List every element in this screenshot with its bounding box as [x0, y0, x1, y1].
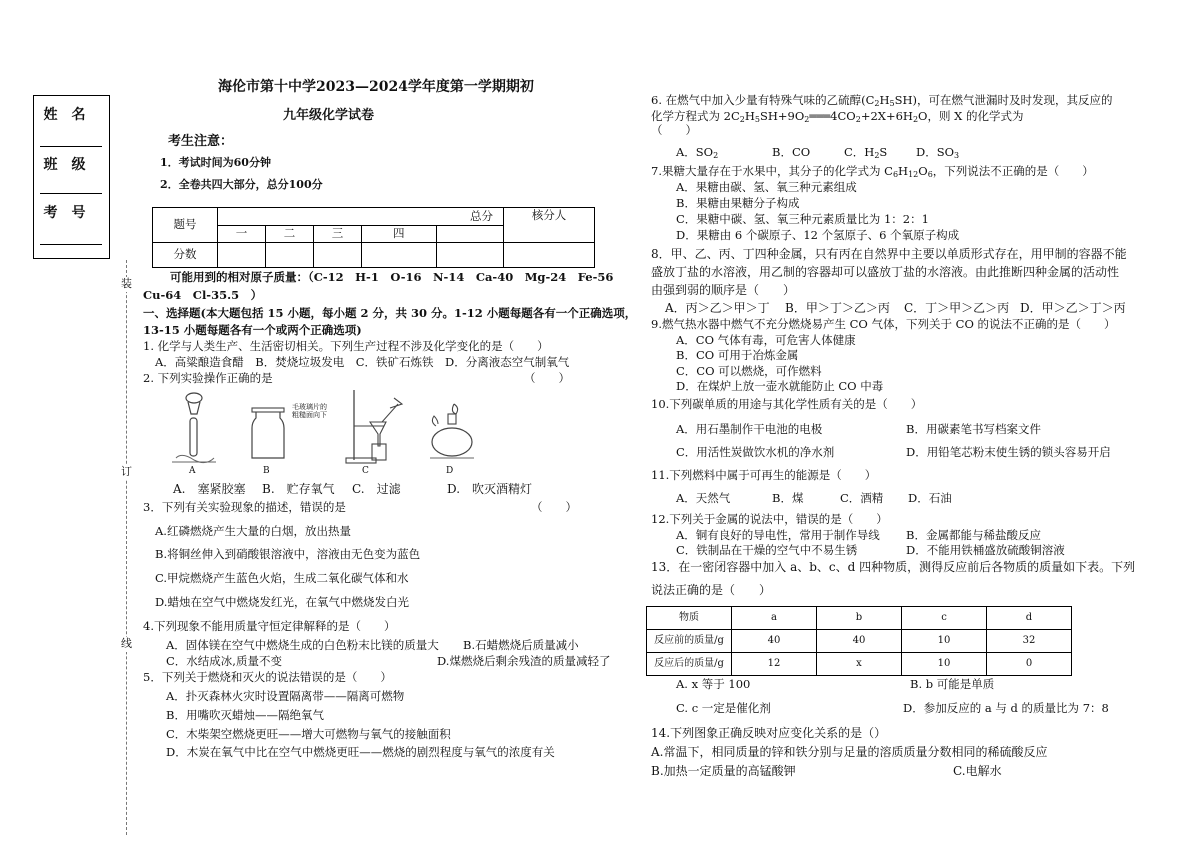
score-table-col-3: 三	[314, 226, 362, 243]
q13-mass-table	[646, 606, 1072, 676]
score-cell-4[interactable]	[362, 242, 437, 267]
q7-option-d: D．果糖由 6 个碳原子、12 个氢原子、6 个氧原子构成	[676, 228, 960, 242]
q6-option-d: D．$SO_3$	[916, 145, 960, 160]
q12-option-c: C．铁制品在干燥的空气中不易生锈	[676, 543, 858, 557]
q4-option-c: C．水结成冰,质量不变	[166, 654, 282, 668]
q5-option-a: A．扑灭森林火灾时设置隔离带——隔离可燃物	[166, 689, 405, 703]
q13-table-after-a: 12	[732, 653, 817, 676]
q2-figure-a-stopper	[168, 388, 218, 466]
q8-line-3: 由强到弱的顺序是（ ）	[651, 283, 796, 297]
atomic-mass-line-1: 可能用到的相对原子质量：（C-12 H-1 O-16 N-14 Ca-40 Mg-24 Fe-56	[170, 270, 614, 284]
q6-line-2: 化学方程式为 $2C_2H_5SH+9O_2═══4CO_2+2X+6H_2O$，则 X 的化学式为	[651, 109, 1024, 124]
q6-bracket: （ ）	[651, 123, 697, 137]
q2-figure-label-d: D	[446, 466, 454, 476]
score-table	[152, 207, 595, 268]
q5-stem: 5．下列关于燃烧和灭火的说法错误的是（ ）	[143, 670, 392, 684]
score-cell-3[interactable]	[314, 242, 362, 267]
q4-option-b: B.石蜡燃烧后质量减小	[463, 638, 579, 652]
q13-table-header-a: a	[732, 607, 817, 630]
q13-table-after-b: x	[817, 653, 902, 676]
q8-line-1: 8．甲、乙、丙、丁四种金属，只有丙在自然界中主要以单质形式存在，用甲制的容器不能	[651, 247, 1127, 261]
q7-option-c: C．果糖中碳、氢、氧三种元素质量比为 1：2：1	[676, 212, 929, 226]
q13-table-before-c: 10	[902, 630, 987, 653]
q4-stem: 4.下列现象不能用质量守恒定律解释的是（ ）	[143, 619, 396, 633]
q12-option-b: B．金属都能与稀盐酸反应	[906, 528, 1041, 542]
q10-option-a: A．用石墨制作干电池的电极	[676, 422, 823, 436]
q11-stem: 11.下列燃料中属于可再生的能源是（ ）	[651, 468, 877, 482]
q5-option-c: C．木柴架空燃烧更旺——增大可燃物与氧气的接触面积	[166, 727, 451, 741]
q2-option-b: B. 贮存氧气	[262, 482, 335, 496]
section-1-heading-line-2: 13-15 小题每题各有一个或两个正确选项)	[143, 323, 362, 337]
q4-option-a: A．固体镁在空气中燃烧生成的白色粉末比镁的质量大	[166, 638, 439, 652]
q8-option-b: B．甲＞丁＞乙＞丙	[785, 301, 890, 315]
class-blank[interactable]	[40, 193, 102, 194]
q3-option-a: A.红磷燃烧产生大量的白烟，放出热量	[155, 524, 351, 538]
q13-table-before-d: 32	[987, 630, 1072, 653]
exam-subtitle: 九年级化学试卷	[283, 108, 375, 123]
q3-bracket: （ ）	[531, 500, 577, 514]
q13-table-before-b: 40	[817, 630, 902, 653]
q11-option-b: B．煤	[772, 491, 804, 505]
q10-option-c: C．用活性炭做饮水机的净水剂	[676, 445, 835, 459]
binding-line	[126, 260, 127, 835]
q3-option-b: B.将铜丝伸入到硝酸银溶液中，溶液由无色变为蓝色	[155, 547, 421, 561]
notice-item-1: 1．考试时间为60分钟	[160, 156, 271, 169]
q12-stem: 12.下列关于金属的说法中，错误的是（ ）	[651, 512, 888, 526]
q2-figure-label-b: B	[263, 466, 270, 476]
exam-number-label: 考号	[43, 205, 100, 221]
q2-figure-label-a: A	[189, 466, 196, 476]
q1-stem: 1. 化学与人类生产、生活密切相关。下列生产过程不涉及化学变化的是（ ）	[143, 339, 549, 353]
q13-table-header-d: d	[987, 607, 1072, 630]
q13-line-2: 说法正确的是（ ）	[651, 583, 772, 597]
q2-figure-b-note	[292, 404, 327, 419]
q11-option-c: C．酒精	[840, 491, 884, 505]
q13-table-header-b: b	[817, 607, 902, 630]
q9-option-c: C．CO 可以燃烧，可作燃料	[676, 364, 822, 378]
q2-stem: 2. 下列实验操作正确的是	[143, 371, 273, 385]
atomic-mass-line-2: Cu-64 Cl-35.5 ）	[143, 288, 263, 302]
q2-option-c: C. 过滤	[352, 482, 401, 496]
q8-line-2: 盛放丁盐的水溶液，用乙制的容器却可以盛放丁盐的水溶液。由此推断四种金属的活动性	[651, 265, 1120, 279]
q7-stem: 7.果糖大量存在于水果中，其分子的化学式为 $C_6H_{12}O_6$，下列说法不正确的是（ ）	[651, 164, 1094, 179]
score-cell-2[interactable]	[266, 242, 314, 267]
exam-title: 海伦市第十中学2023—2024学年度第一学期期初	[218, 79, 534, 95]
q13-option-d: D．参加反应的 a 与 d 的质量比为 7：8	[903, 701, 1109, 715]
q14-stem: 14.下列图象正确反映对应变化关系的是（）	[651, 726, 887, 740]
q14-option-c: C.电解水	[953, 764, 1002, 778]
q12-option-d: D．不能用铁桶盛放硫酸铜溶液	[906, 543, 1065, 557]
q3-option-d: D.蜡烛在空气中燃烧发红光，在氧气中燃烧发白光	[155, 595, 409, 609]
q2-figure-b-note-line-1: 毛玻璃片的	[292, 403, 327, 411]
class-label: 班级	[43, 157, 100, 173]
notice-item-2: 2．全卷共四大部分，总分100分	[160, 178, 323, 191]
q2-figure-b-gas-jar	[248, 404, 288, 460]
q2-figure-b-note-line-2: 粗糙面向下	[292, 410, 327, 419]
binding-char-1: 装	[121, 277, 132, 290]
q11-option-d: D．石油	[908, 491, 952, 505]
q11-option-a: A．天然气	[676, 491, 731, 505]
exam-number-blank[interactable]	[40, 244, 102, 245]
q13-table-before-a: 40	[732, 630, 817, 653]
q9-option-b: B．CO 可用于冶炼金属	[676, 348, 799, 362]
score-table-label: 题号	[153, 208, 218, 243]
score-table-total-label: 总分	[218, 208, 504, 226]
q13-table-after-d: 0	[987, 653, 1072, 676]
name-label: 姓名	[43, 107, 100, 123]
q6-line-1: 6. 在燃气中加入少量有特殊气味的乙硫醇$(C_2H_5SH)$，可在燃气泄漏时及时发现，其反应的	[651, 93, 1113, 108]
score-table-checker-label: 核分人	[504, 208, 595, 243]
q2-bracket: （ ）	[524, 371, 570, 385]
q3-option-c: C.甲烷燃烧产生蓝色火焰，生成二氧化碳气体和水	[155, 571, 409, 585]
q10-option-d: D．用铅笔芯粉末使生锈的锁头容易开启	[906, 445, 1111, 459]
q2-option-a: A. 塞紧胶塞	[173, 482, 246, 496]
score-table-col-1: 一	[218, 226, 266, 243]
q8-option-d: D．甲＞乙＞丁＞丙	[1020, 301, 1126, 315]
section-1-heading-line-1: 一、选择题(本大题包括 15 小题，每小题 2 分，共 30 分。1-12 小题每题各有一个正确选项，	[143, 306, 637, 320]
name-blank[interactable]	[40, 146, 102, 147]
student-info-box	[33, 95, 110, 259]
q4-option-d: D.煤燃烧后剩余残渣的质量减轻了	[437, 654, 611, 668]
score-cell-checker[interactable]	[504, 242, 595, 267]
q13-option-a: A. x 等于 100	[676, 677, 751, 691]
q6-option-b: B．CO	[772, 145, 811, 159]
q9-stem: 9.燃气热水器中燃气不充分燃烧易产生 CO 气体，下列关于 CO 的说法不正确的是（ ）	[651, 317, 1116, 331]
q14-option-b: B.加热一定质量的高锰酸钾	[651, 764, 796, 778]
q1-options: A．高粱酿造食醋 B．焚烧垃圾发电 C．铁矿石炼铁 D．分离液态空气制氧气	[155, 355, 570, 369]
q5-option-d: D．木炭在氧气中比在空气中燃烧更旺——燃烧的剧烈程度与氧气的浓度有关	[166, 745, 555, 759]
score-table-col-2: 二	[266, 226, 314, 243]
q6-option-a: A．$SO_2$	[676, 145, 719, 160]
q8-option-c: C．丁＞甲＞乙＞丙	[904, 301, 1010, 315]
q3-stem: 3．下列有关实验现象的描述，错误的是	[143, 500, 346, 514]
q13-table-header-substance: 物质	[647, 607, 732, 630]
q7-option-a: A．果糖由碳、氢、氧三种元素组成	[676, 180, 857, 194]
notice-title: 考生注意：	[168, 134, 234, 149]
q8-option-a: A．丙＞乙＞甲＞丁	[665, 301, 770, 315]
q13-option-c: C. c 一定是催化剂	[676, 701, 771, 715]
score-table-col-4: 四	[362, 226, 437, 243]
q6-option-c: C．$H_2S$	[844, 145, 888, 160]
q9-option-d: D．在煤炉上放一壶水就能防止 CO 中毒	[676, 379, 884, 393]
score-cell-total[interactable]	[436, 242, 503, 267]
q7-option-b: B．果糖由果糖分子构成	[676, 196, 800, 210]
binding-char-3: 线	[121, 637, 132, 650]
q2-figure-label-c: C	[362, 466, 369, 476]
q10-stem: 10.下列碳单质的用途与其化学性质有关的是（ ）	[651, 397, 923, 411]
score-table-col-total	[436, 226, 503, 243]
q13-table-after-label: 反应后的质量/g	[647, 653, 732, 676]
q13-table-after-c: 10	[902, 653, 987, 676]
q14-option-a: A.常温下，相同质量的锌和铁分别与足量的溶质质量分数相同的稀硫酸反应	[651, 745, 1048, 759]
score-table-row-label: 分数	[153, 242, 218, 267]
q2-option-d: D. 吹灭酒精灯	[447, 482, 533, 496]
q13-table-before-label: 反应前的质量/g	[647, 630, 732, 653]
q13-option-b: B. b 可能是单质	[910, 677, 995, 691]
q10-option-b: B．用碳素笔书写档案文件	[906, 422, 1041, 436]
q12-option-a: A．铜有良好的导电性，常用于制作导线	[676, 528, 880, 542]
q2-figure-d-alcohol-lamp	[424, 400, 480, 464]
binding-char-2: 订	[121, 465, 132, 478]
q2-figure-c-filtration	[342, 388, 412, 466]
score-cell-1[interactable]	[218, 242, 266, 267]
q13-line-1: 13．在一密闭容器中加入 a、b、c、d 四种物质，测得反应前后各物质的质量如下表。下列	[651, 560, 1136, 574]
q5-option-b: B．用嘴吹灭蜡烛——隔绝氧气	[166, 708, 324, 722]
q9-option-a: A．CO 气体有毒，可危害人体健康	[676, 333, 856, 347]
q13-table-header-c: c	[902, 607, 987, 630]
